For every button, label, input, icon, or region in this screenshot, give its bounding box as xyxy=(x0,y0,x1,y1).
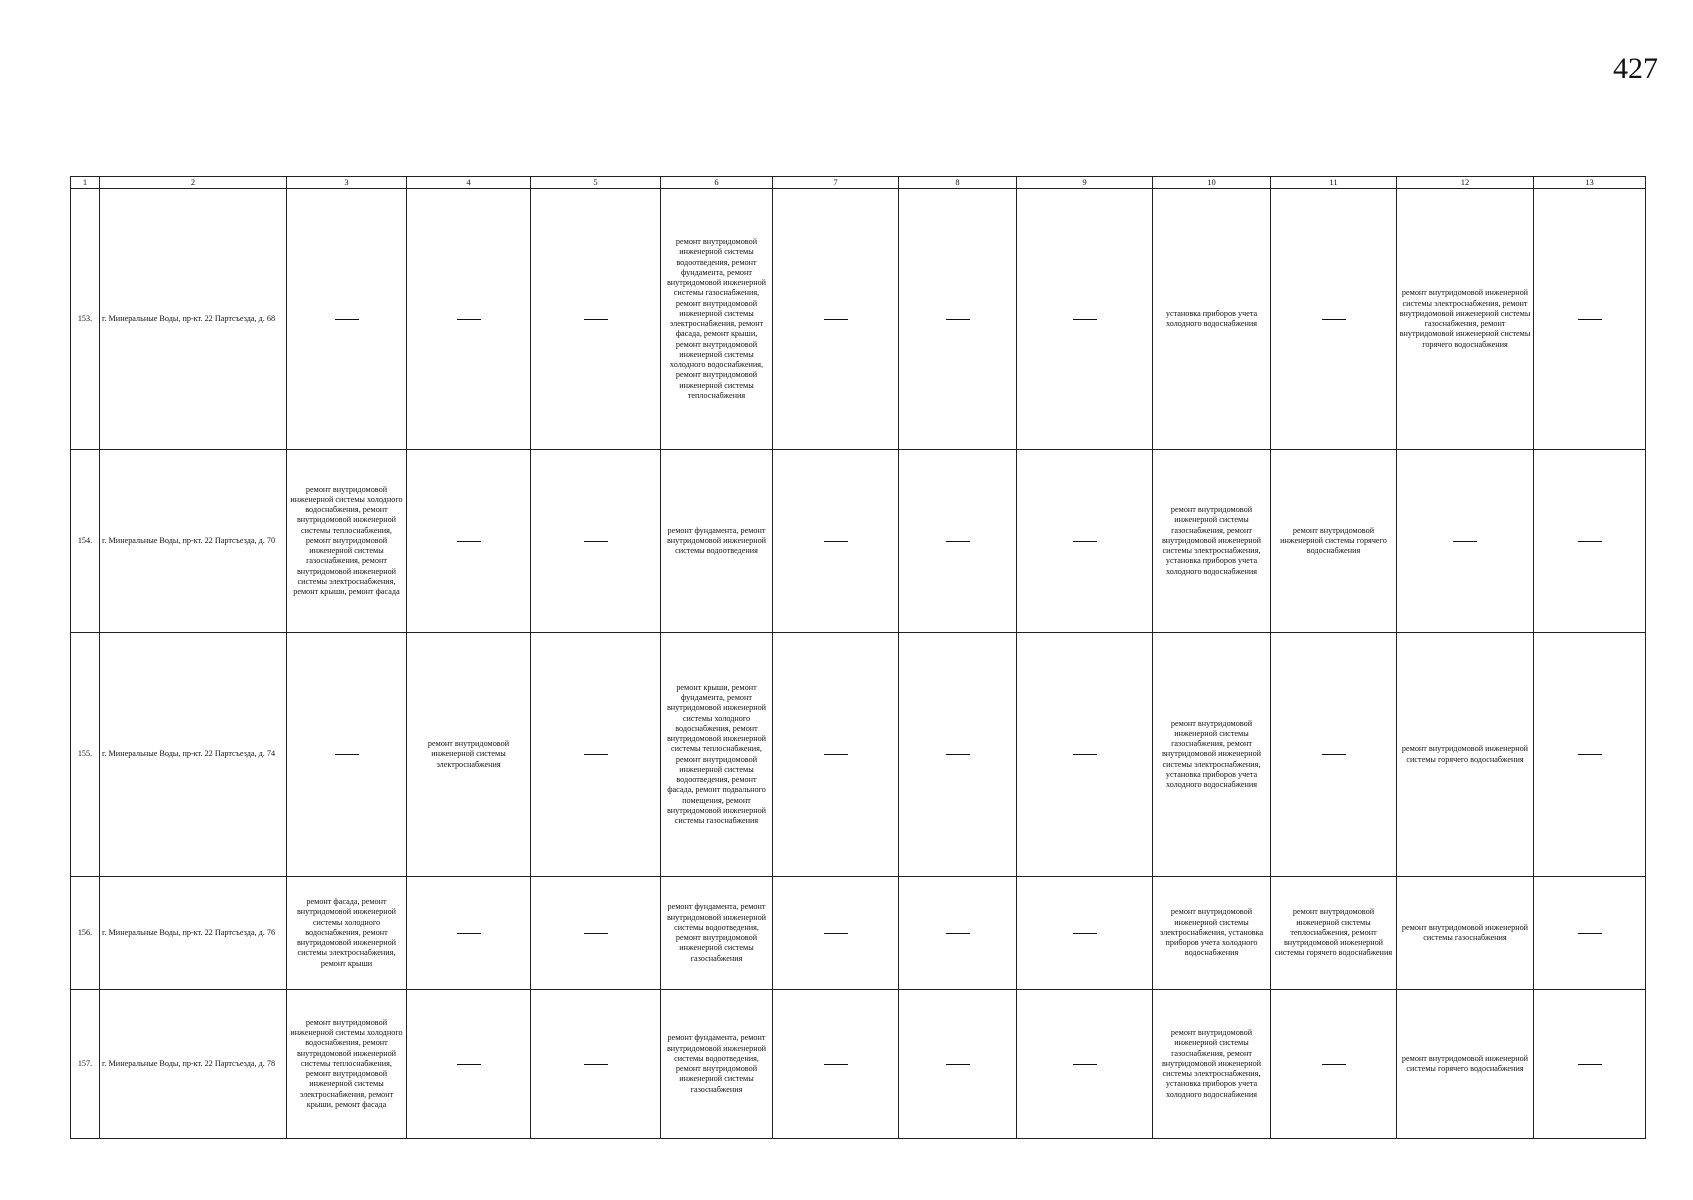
building-address: г. Минеральные Воды, пр-кт. 22 Партсъезда, д. 78 xyxy=(100,990,287,1139)
column-header: 5 xyxy=(531,177,661,189)
dash-cell xyxy=(1534,633,1646,877)
dash-mark xyxy=(1322,754,1346,755)
column-header: 1 xyxy=(71,177,100,189)
dash-mark xyxy=(1578,933,1602,934)
dash-mark xyxy=(1073,1064,1097,1065)
table-row xyxy=(71,450,1646,633)
building-address: г. Минеральные Воды, пр-кт. 22 Партсъезда, д. 70 xyxy=(100,450,287,633)
dash-cell xyxy=(773,450,899,633)
dash-cell xyxy=(899,450,1017,633)
dash-cell xyxy=(531,877,661,990)
dash-mark xyxy=(584,319,608,320)
work-description: ремонт внутридомовой инженерной системы газоснабжения, ремонт внутридомовой инженерной системы электроснабжения, установка приборов учета холодного водоснабжения xyxy=(1153,633,1271,877)
building-address: г. Минеральные Воды, пр-кт. 22 Партсъезда, д. 74 xyxy=(100,633,287,877)
dash-cell xyxy=(773,877,899,990)
column-header: 6 xyxy=(661,177,773,189)
dash-mark xyxy=(457,541,481,542)
dash-mark xyxy=(335,319,359,320)
row-number: 154. xyxy=(71,450,100,633)
table-row xyxy=(71,189,1646,450)
dash-cell xyxy=(1534,189,1646,450)
table-row xyxy=(71,877,1646,990)
dash-cell xyxy=(899,877,1017,990)
dash-cell xyxy=(1534,877,1646,990)
work-description: ремонт фундамента, ремонт внутридомовой инженерной системы водоотведения, ремонт внутридомовой инженерной системы газоснабжения xyxy=(661,990,773,1139)
table-row xyxy=(71,633,1646,877)
dash-cell xyxy=(1017,877,1153,990)
dash-cell xyxy=(773,990,899,1139)
dash-mark xyxy=(1578,1064,1602,1065)
dash-cell xyxy=(1271,990,1397,1139)
dash-mark xyxy=(824,319,848,320)
building-address: г. Минеральные Воды, пр-кт. 22 Партсъезда, д. 76 xyxy=(100,877,287,990)
dash-mark xyxy=(584,1064,608,1065)
column-header: 2 xyxy=(100,177,287,189)
dash-cell xyxy=(407,990,531,1139)
dash-mark xyxy=(824,933,848,934)
column-header: 9 xyxy=(1017,177,1153,189)
dash-cell xyxy=(1271,633,1397,877)
dash-cell xyxy=(773,189,899,450)
dash-cell xyxy=(531,990,661,1139)
table-row xyxy=(71,990,1646,1139)
dash-cell xyxy=(899,990,1017,1139)
work-description: ремонт фундамента, ремонт внутридомовой инженерной системы водоотведения xyxy=(661,450,773,633)
dash-mark xyxy=(946,933,970,934)
column-header: 7 xyxy=(773,177,899,189)
dash-mark xyxy=(824,541,848,542)
work-description: ремонт внутридомовой инженерной системы газоснабжения, ремонт внутридомовой инженерной системы электроснабжения, установка приборов учета холодного водоснабжения xyxy=(1153,990,1271,1139)
dash-mark xyxy=(584,541,608,542)
row-number: 153. xyxy=(71,189,100,450)
work-description: ремонт внутридомовой инженерной системы холодного водоснабжения, ремонт внутридомовой инженерной системы теплоснабжения, ремонт внутридомовой инженерной системы газоснабжения, ремонт внутридомовой инженерной системы электроснабжения, ремонт крыши, ремонт фасада xyxy=(287,450,407,633)
dash-cell xyxy=(899,633,1017,877)
dash-mark xyxy=(1578,754,1602,755)
work-description: ремонт внутридомовой инженерной системы теплоснабжения, ремонт внутридомовой инженерной системы горячего водоснабжения xyxy=(1271,877,1397,990)
work-description: ремонт внутридомовой инженерной системы горячего водоснабжения xyxy=(1397,990,1534,1139)
dash-mark xyxy=(1322,319,1346,320)
dash-mark xyxy=(1073,541,1097,542)
work-description: ремонт внутридомовой инженерной системы электроснабжения, установка приборов учета холодного водоснабжения xyxy=(1153,877,1271,990)
dash-cell xyxy=(1017,990,1153,1139)
dash-mark xyxy=(946,1064,970,1065)
column-header: 12 xyxy=(1397,177,1534,189)
dash-mark xyxy=(1578,319,1602,320)
building-address: г. Минеральные Воды, пр-кт. 22 Партсъезда, д. 68 xyxy=(100,189,287,450)
dash-mark xyxy=(457,1064,481,1065)
column-header: 10 xyxy=(1153,177,1271,189)
dash-mark xyxy=(1073,319,1097,320)
row-number: 155. xyxy=(71,633,100,877)
work-description: ремонт внутридомовой инженерной системы газоснабжения xyxy=(1397,877,1534,990)
dash-cell xyxy=(407,877,531,990)
column-header: 8 xyxy=(899,177,1017,189)
work-description: ремонт фундамента, ремонт внутридомовой инженерной системы водоотведения, ремонт внутридомовой инженерной системы газоснабжения xyxy=(661,877,773,990)
dash-mark xyxy=(1453,541,1477,542)
dash-cell xyxy=(1534,450,1646,633)
dash-cell xyxy=(531,189,661,450)
dash-cell xyxy=(407,189,531,450)
page-number: 427 xyxy=(1613,52,1658,85)
dash-cell xyxy=(1017,633,1153,877)
dash-mark xyxy=(584,754,608,755)
dash-mark xyxy=(335,754,359,755)
dash-cell xyxy=(1271,189,1397,450)
dash-mark xyxy=(1322,1064,1346,1065)
dash-mark xyxy=(1073,933,1097,934)
dash-mark xyxy=(457,319,481,320)
dash-cell xyxy=(287,189,407,450)
work-description: ремонт внутридомовой инженерной системы горячего водоснабжения xyxy=(1397,633,1534,877)
work-description: установка приборов учета холодного водоснабжения xyxy=(1153,189,1271,450)
dash-cell xyxy=(531,633,661,877)
work-description: ремонт внутридомовой инженерной системы холодного водоснабжения, ремонт внутридомовой инженерной системы теплоснабжения, ремонт внутридомовой инженерной системы электроснабжения, ремонт крыши, ремонт фасада xyxy=(287,990,407,1139)
work-description: ремонт внутридомовой инженерной системы горячего водоснабжения xyxy=(1271,450,1397,633)
dash-cell xyxy=(1397,450,1534,633)
work-description: ремонт крыши, ремонт фундамента, ремонт внутридомовой инженерной системы холодного водоснабжения, ремонт внутридомовой инженерной системы теплоснабжения, ремонт внутридомовой инженерной системы водоотведения, ремонт фасада, ремонт подвального помещения, ремонт внутридомовой инженерной системы газоснабжения xyxy=(661,633,773,877)
dash-cell xyxy=(1534,990,1646,1139)
dash-mark xyxy=(1073,754,1097,755)
dash-mark xyxy=(824,754,848,755)
dash-mark xyxy=(457,933,481,934)
dash-cell xyxy=(1017,450,1153,633)
dash-cell xyxy=(1017,189,1153,450)
dash-mark xyxy=(824,1064,848,1065)
row-number: 156. xyxy=(71,877,100,990)
work-description: ремонт внутридомовой инженерной системы электроснабжения xyxy=(407,633,531,877)
work-description: ремонт внутридомовой инженерной системы газоснабжения, ремонт внутридомовой инженерной системы электроснабжения, установка приборов учета холодного водоснабжения xyxy=(1153,450,1271,633)
repair-schedule-table xyxy=(70,176,1646,1139)
dash-mark xyxy=(946,541,970,542)
dash-mark xyxy=(584,933,608,934)
dash-cell xyxy=(899,189,1017,450)
dash-cell xyxy=(531,450,661,633)
column-header: 3 xyxy=(287,177,407,189)
dash-mark xyxy=(946,319,970,320)
column-header: 13 xyxy=(1534,177,1646,189)
column-number-header-row xyxy=(71,177,1646,189)
column-header: 11 xyxy=(1271,177,1397,189)
dash-cell xyxy=(773,633,899,877)
work-description: ремонт внутридомовой инженерной системы водоотведения, ремонт фундамента, ремонт внутридомовой инженерной системы газоснабжения, ремонт внутридомовой инженерной системы электроснабжения, ремонт фасада, ремонт крыши, ремонт внутридомовой инженерной системы холодного водоснабжения, ремонт внутридомовой инженерной системы теплоснабжения xyxy=(661,189,773,450)
dash-cell xyxy=(407,450,531,633)
dash-mark xyxy=(946,754,970,755)
dash-mark xyxy=(1578,541,1602,542)
column-header: 4 xyxy=(407,177,531,189)
dash-cell xyxy=(287,633,407,877)
row-number: 157. xyxy=(71,990,100,1139)
work-description: ремонт внутридомовой инженерной системы электроснабжения, ремонт внутридомовой инженерной системы газоснабжения, ремонт внутридомовой инженерной системы горячего водоснабжения xyxy=(1397,189,1534,450)
work-description: ремонт фасада, ремонт внутридомовой инженерной системы холодного водоснабжения, ремонт внутридомовой инженерной системы электроснабжения, ремонт крыши xyxy=(287,877,407,990)
